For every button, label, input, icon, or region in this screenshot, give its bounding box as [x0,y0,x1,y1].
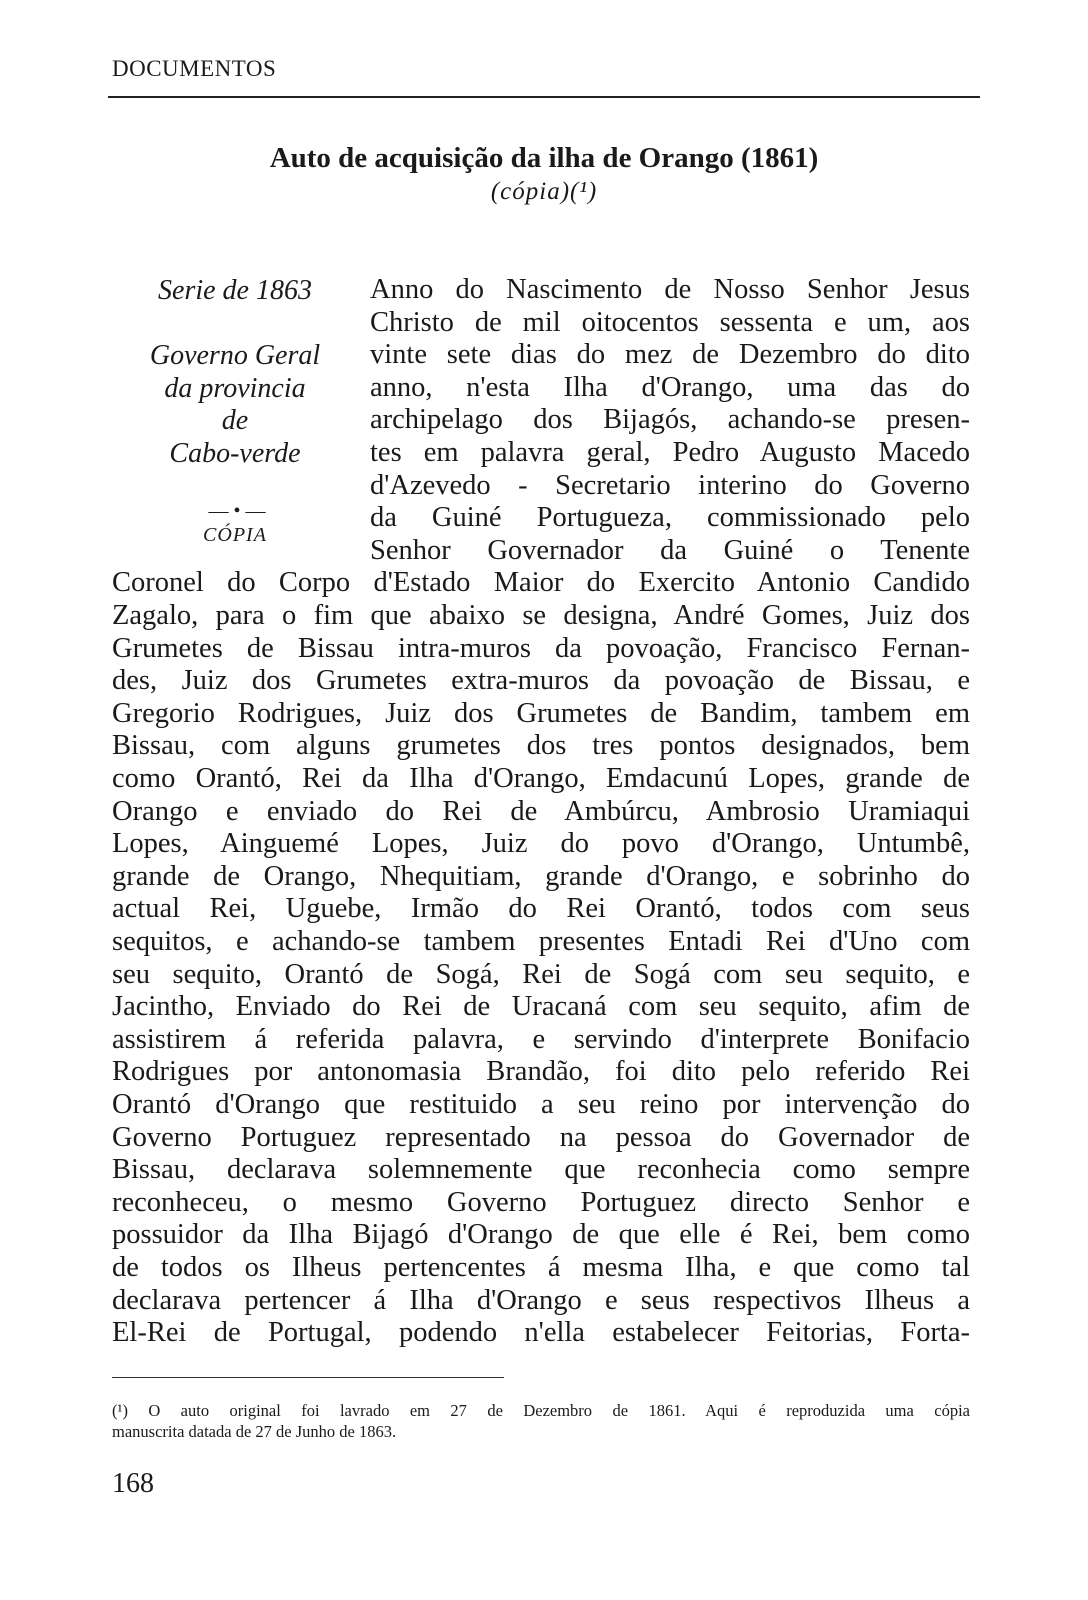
running-header: DOCUMENTOS [112,56,277,81]
body-text-line: Governo Portuguez representado na pessoa do Governador de [112,1121,970,1153]
footnote-line: manuscrita datada de 27 de Junho de 1863. [112,1422,397,1441]
body-text-line: anno, n'esta Ilha d'Orango, uma das do [370,371,970,403]
body-text-line: Senhor Governador da Guiné o Tenente [370,534,970,566]
body-text-line: des, Juiz dos Grumetes extra-muros da povoação de Bissau, e [112,665,970,697]
body-text-line: Zagalo, para o fim que abaixo se designa, André Gomes, Juiz dos [112,600,970,631]
body-text-line: Jacintho, Enviado do Rei de Uracaná com seu sequito, afim de [112,991,970,1023]
body-text-line: como Orantó, Rei da Ilha d'Orango, Emdacunú Lopes, grande de [112,763,970,794]
body-text-line: seu sequito, Orantó de Sogá, Rei de Sogá com seu sequito, e [112,958,970,990]
body-text-line: sequitos, e achando-se tambem presentes Entadi Rei d'Uno com [112,926,970,957]
margin-line: da provincia [164,372,306,404]
margin-line: Governo Geral [149,340,321,371]
body-text-line: da Guiné Portugueza, commissionado pelo [370,502,970,534]
body-text-line: d'Azevedo - Secretario interino do Governo [370,469,970,501]
body-text-line: Coronel do Corpo d'Estado Maior do Exercito Antonio Candido [112,567,970,599]
body-text-line: actual Rei, Uguebe, Irmão do Rei Orantó, todos com seus [112,893,970,925]
body-text-line: declarava pertencer á Ilha d'Orango e seus respectivos Ilheus a [112,1284,970,1316]
body-text-line: Grumetes de Bissau intra-muros da povoação, Francisco Fernan- [112,632,970,664]
margin-copia: CÓPIA [203,524,267,546]
body-text-line: Bissau, declarava solemnemente que reconhecia como sempre [112,1154,970,1186]
body-text-line: Rodrigues por antonomasia Brandão, foi dito pelo referido Rei [112,1056,970,1088]
body-text-line: Christo de mil oitocentos sessenta e um, aos [370,306,970,338]
body-text-line: vinte sete dias do mez de Dezembro do dito [370,339,970,371]
footnote-rule [112,1377,504,1378]
body-text-line: grande de Orango, Nhequitiam, grande d'Orango, e sobrinho do [112,860,970,892]
page-number: 168 [112,1468,154,1499]
document-subtitle: (cópia)(¹) [490,178,598,205]
body-text-line: Anno do Nascimento de Nosso Senhor Jesus [370,274,970,305]
margin-line: Cabo-verde [169,437,301,469]
body-text-line: Bissau, com alguns grumetes dos tres pontos designados, bem [112,730,970,762]
header-rule [108,96,980,98]
body-text-line: Orantó d'Orango que restituido a seu reino por intervenção do [112,1089,970,1120]
body-text-line: de todos os Ilheus pertencentes á mesma Ilha, e que como tal [112,1252,970,1283]
body-text-line: El-Rei de Portugal, podendo n'ella estabelecer Feitorias, Forta- [112,1317,970,1349]
body-text-line: Orango e enviado do Rei de Ambúrcu, Ambrosio Uramiaqui [112,795,970,827]
body-text-line: reconheceu, o mesmo Governo Portuguez directo Senhor e [112,1186,970,1218]
ornament-divider: — • — [208,500,266,522]
body-text-line: assistirem á referida palavra, e servindo d'interprete Bonifacio [112,1023,970,1055]
body-text-line: Gregorio Rodrigues, Juiz dos Grumetes de Bandim, tambem em [112,697,970,729]
body-text-line: tes em palavra geral, Pedro Augusto Macedo [370,437,970,468]
body-text-line: Lopes, Ainguemé Lopes, Juiz do povo d'Orango, Untumbê, [112,828,970,860]
margin-line: de [221,405,249,437]
margin-series: Serie de 1863 [158,275,312,306]
document-title: Auto de acquisição da ilha de Orango (1861) [269,142,819,174]
body-text-line: possuidor da Ilha Bijagó d'Orango de que elle é Rei, bem como [112,1219,970,1251]
body-text-line: archipelago dos Bijagós, achando-se presen- [370,404,970,436]
footnote-line: (¹) O auto original foi lavrado em 27 de Dezembro de 1861. Aqui é reproduzida uma cópia [112,1401,970,1420]
